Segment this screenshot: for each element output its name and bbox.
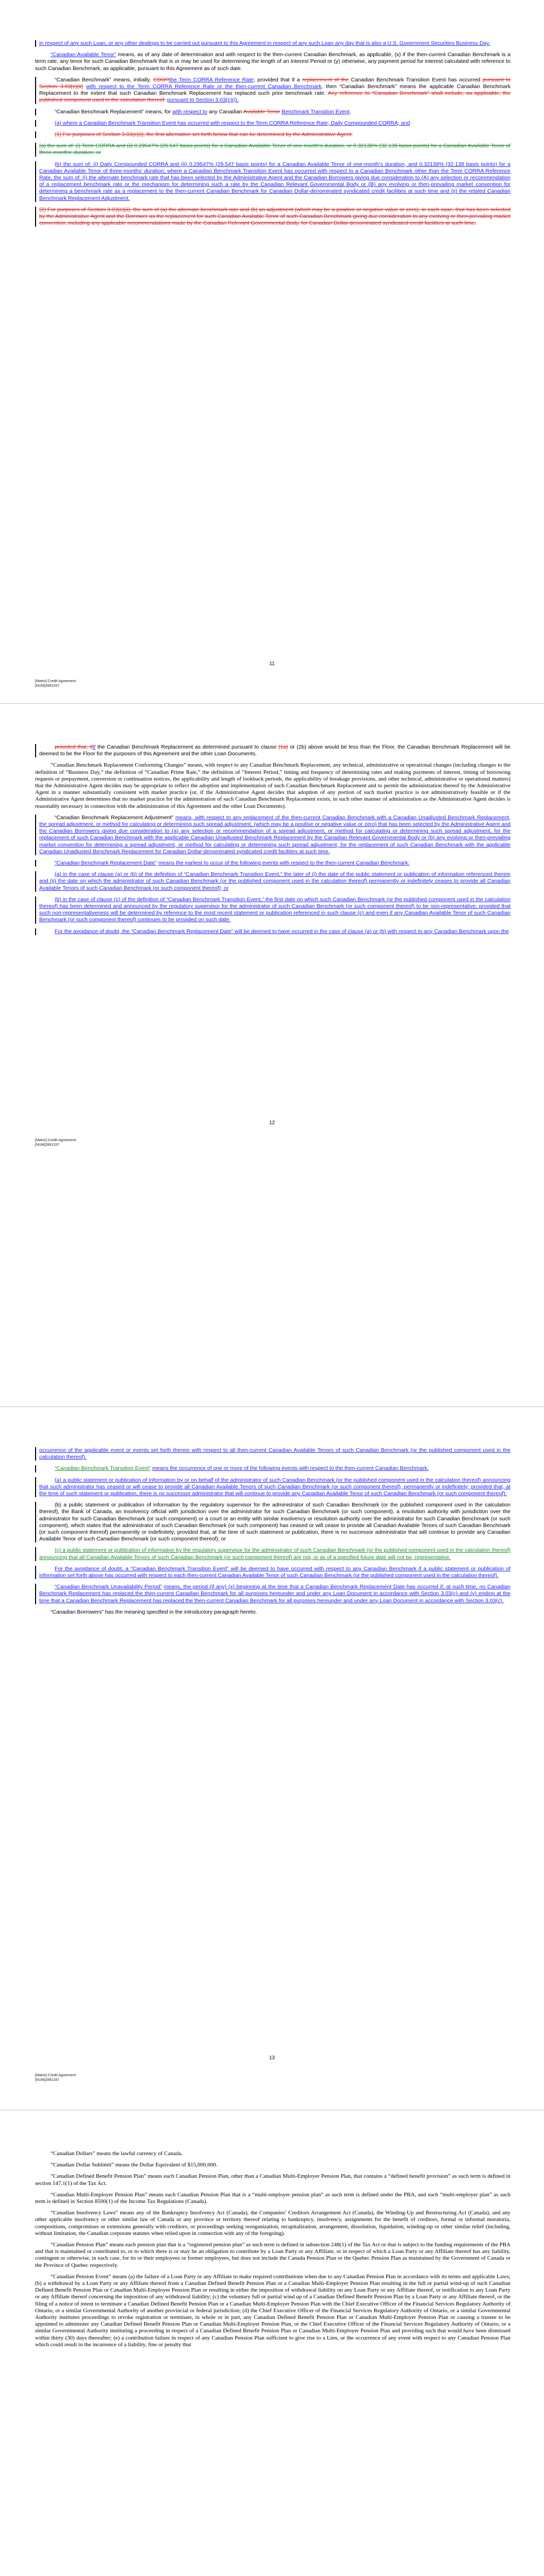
page-footer [35,1138,76,1147]
defined-term: “Canadian Insolvency Laws” [51,2210,118,2216]
definition-text: has the meaning specified in the introductory paragraph hereto. [105,1608,257,1615]
paragraph-text: the Canadian Benchmark Replacement as determined pursuant to clause [97,744,277,750]
page-12-content [35,744,510,940]
defined-term: “Canadian Benchmark” [55,76,111,83]
definition-text: Canadian Benchmark Transition Event has occurred [351,76,481,83]
list-item-text: (b) a public statement or publication of information by the regulatory supervisor for the administrator of such Canadian Benchmark (or the published component used in the calculation thereof), the Bank of Canada, an insolvency official with jurisdiction over the administrator for such Canadian Benchmark (or such component), a resolution authority with jurisdiction over the administrator for such Canadian Benchmark (or such component) or a court or an entity with similar insolvency or resolution authority over the administrator for such Canadian Benchmark (or such component), which states that the administrator of such Canadian Benchmark (or such component) has ceased or will cease to provide all Canadian Available Tenors of such Canadian Benchmark (or such component thereof) permanently or indefinitely; provided that, at the time of such statement or publication, there is no successor administrator that will continue to provide any Canadian Available Tenor of such Canadian Benchmark (or such component thereof); or [39,1502,510,1543]
definition-canadian-borrowers [35,1609,510,1616]
inserted-text: (b) in the case of clause (c) of the definition of “Canadian Benchmark Transition Event,” the first date on which such Canadian Benchmark (or the published component used in the calculation thereof) has been determined and announced by the regulatory supervisor for the administrator of such Canadian Benchmark (or such component thereof) to be non-representative; provided that such non-representativeness will be determined by reference to the most recent statement or publication referenced in such clause (c) and even if any Canadian Available Tenor of such Canadian Benchmark (or such component thereof) continues to be provided on such date. [39,896,510,923]
paragraph [35,744,510,757]
definition-text: means each Canadian Pension Plan that is a “multi-employer pension plan” as such term is defined under the PBA, and each “multi-employer plan” as such term is defined in Section 8500(1) of the Income Tax Regulations (Canada). [35,2191,511,2205]
defined-term: “Canadian Dollars” [51,2150,95,2157]
list-item [35,161,510,202]
inserted-text: Benchmark Transition Event, [282,108,351,115]
list-item [35,1547,510,1561]
inserted-text: (b) the sum of: (i) Daily Compounded CORRA and (ii) 0.29547% (29.547 basis points) for a Canadian Available Tenor of one-month’s duration, and 0.32138% (32.138 basis points) for a Canadian Available Tenor of three-months’ duration; where a Canadian Benchmark Transition Event has occurred with respect to a Canadian Benchmark other than the Term CORRA Reference Rate, the sum of: (i) the alternate benchmark rate that has been selected by the Administrative Agent and the Canadian Borrowers giving due consideration to (A) any selection or recommendation of a replacement benchmark rate or the mechanism for determining such a rate by the Canadian Relevant Governmental Body or (B) any evolving or then-prevailing market convention for determining a benchmark rate as a replacement to the then-current Canadian Benchmark for Canadian Dollar-denominated syndicated credit facilities at such time and (ii) the related Canadian Benchmark Replacement Adjustment. [39,161,510,201]
deleted-text: (1a) [278,744,288,750]
inserted-text: If [92,744,96,750]
definition-replacement-adjustment [35,815,510,855]
list-item [35,1477,510,1498]
document-page-14 [0,2110,544,2576]
defined-term: “Canadian Available Tenor” [51,52,116,58]
inserted-text: means, with respect to any replacement of the then-current Canadian Benchmark with a Canadian Unadjusted Benchmark Replacement, the spread adjustment, or method for calculating or determining such spread adjustment, (which may be a positive or negative value or zero) that has been selected by the Administrative Agent and the Canadian Borrowers giving due consideration to (a) any selection or recommendation of a spread adjustment, or method for calculating or determining such spread adjustment, for the replacement of such Canadian Benchmark with the applicable Canadian Unadjusted Benchmark Replacement by the Canadian Relevant Governmental Body or (b) any evolving or then-prevailing market convention for determining a spread adjustment, or method for calculating or determining such spread adjustment, for the replacement of such Canadian Benchmark with the applicable Canadian Unadjusted Benchmark Replacement for Canadian Dollar-denominated syndicated credit facilities at such time. [39,814,510,855]
inserted-text: (a) where a Canadian Benchmark Transition Event has occurred with respect to the Term CORRA Reference Rate, Daily Compounded CORRA; and [55,120,410,126]
definition-unavailability-period [35,1584,510,1604]
footer-id: [NUM]2891337 [35,2078,60,2082]
definition-text: means each pension plan that is a “registered pension plan” as such term is defined in subsection 248(1) of the Tax Act or that is subject to the funding requirements of the PBA and that is maintained or contributed to, or to which there is or may be an obligation to contribute by a Loan Party or any Affiliate, or in respect of which a Loan Party or any Affiliate thereof has any liability, contingent or otherwise, in each case, for its or their employees or former employees, but does not include the Canada Pension Plan or the Quebec Pension Plan as maintained by the Government of Canada or the Province of Quebec respectively. [35,2242,511,2268]
inserted-text: with respect to [172,108,207,115]
list-item [35,1502,510,1543]
defined-term: “Canadian Pension Event” [51,2273,111,2280]
definition-defined-benefit-pension-plan [35,2173,510,2187]
defined-term: “Canadian Benchmark Transition Event” [55,1465,151,1472]
definition-text: means, with respect to any Canadian Benchmark Replacement, any technical, administrative or operational changes (including changes to the definition of “Business Day,” the definition of “Canadian Prime Rate,” the definition of “Interest Period,” timing and frequency of determining rates and making payments of interest, timing of borrowing requests or prepayment, conversion or continuation notices, the applicability and length of lookback periods, the applicability of breakage provisions, and other technical, administrative or operational matters) that the Administrative Agent decides may be appropriate to reflect the adoption and implementation of such Canadian Benchmark Replacement and to permit the administration thereof by the Administrative Agent in a manner substantially consistent with market practice (or, if the Administrative Agent decides that adoption of any portion of such market practice is not administratively feasible or if the Administrative Agent determines that no market practice for the administration of such Canadian Benchmark Replacement exists, in such other manner of administration as the Administrative Agent decides is reasonably necessary in connection with the administration of this Agreement and the other Loan Documents). [35,762,510,809]
inserted-text: in respect of any such Loan, or any other dealings to be carried out pursuant to this Agreement in respect of any such Loan any day that is also a U.S. Government Securities Business Day. [39,40,490,46]
definition-text: means, as of any date of determination and with respect to the then-current Canadian Benchmark, as applicable, (x) if the then-current Canadian Benchmark is a term rate, any tenor for such Canadian Benchmark that is or may be used for determining the length of an Interest Period or (y) otherwise, any payment period for interest calculated with reference to such Canadian Benchmark, as applicable, pursuant to this Agreement as of such date. [35,52,510,72]
document-page-11 [0,0,544,703]
definition-text: any Canadian [208,108,242,115]
page-footer [35,679,76,688]
deleted-text: replacement of the [302,76,349,83]
inserted-text: means the earliest to occur of the following events with respect to the then-current Canadian Benchmark: [158,860,410,867]
inserted-text: occurrence of the applicable event or events set forth therein with respect to all then-current Canadian Available Tenors of such Canadian Benchmark (or the published component used in the calculation thereof). [39,1447,510,1461]
definition-text: means (a) the failure of a Loan Party or any Affiliate to make required contributions when due to any Canadian Pension Plan in accordance with its terms and applicable Laws; (b) a withdrawal by a Loan Party or any Affiliate thereof from a Canadian Defined Benefit Pension Plan or a Canadian Multi-Employer Pension Plan resulting in the full or partial wind-up of such Canadian Defined Benefit Pension Plan or Canadian Multi-Employer Pension Plan or resulting in either the imposition of withdrawal liability on any Loan Party or any Affiliate thereof, or notification to any Loan Party or any Affiliate thereof concerning the imposition of any withdrawal liability; (c) the voluntary full or partial wind up of a Canadian Defined Benefit Pension Plan by a Loan Party or any Affiliate thereof, or the filing of a notice of intent to terminate a Canadian Defined Benefit Pension Plan or a Canadian Multi-Employer Pension Plan with the Chief Executive Officer of the Financial Services Regulatory Authority of Ontario, or a similar Governmental Authority of another provincial or federal jurisdiction; (d) the Chief Executive Officer of the Financial Services Regulatory Authority of Ontario, or a similar Governmental Authority institutes proceedings to revoke registration or terminate, in whole or in part, any Canadian Defined Benefit Pension Plan or Canadian Multi-Employer Pension Plan or causing a trustee to be appointed to administer any Canadian Defined Benefit Pension Plan or Canadian Multi-Employer Pension Plan, or the Chief Executive Officer of the Financial Services Regulatory Authority of Ontario, or a similar Governmental Authority instituting a proceeding in respect of a Canadian Defined Benefit Pension Plan or Canadian Multi-Employer Pension Plan and providing such that would have been dismissed within thirty (30) days thereafter; (e) a contribution failure in respect of any Canadian Pension Plan sufficient to give rise to a Lien, or the occurrence of any event with respect to any Canadian Pension Plan which could result in the incurrence of a liability, fine or penalty that [35,2273,510,2348]
defined-term: “Canadian Multi-Employer Pension Plan” [51,2191,147,2198]
definition-canadian-dollar-sublimit [35,2162,510,2168]
definition-canadian-benchmark-replacement [35,109,510,115]
list-item [35,871,510,892]
list-item [35,207,510,227]
inserted-text: means the occurrence of one or more of the following events with respect to the then-current Canadian Benchmark: [152,1465,429,1472]
list-item [35,143,510,156]
deleted-text: Available Tenor [243,108,281,115]
footer-title: [Matrix] Credit Agreement [35,680,76,683]
inserted-text: with respect to the Term CORRA Reference Rate or the then-current Canadian Benchmark [86,83,322,90]
definition-canadian-available-tenor [35,52,510,72]
moved-deleted-text: (a) the sum of: (i) Term CORRA and (ii) 0.29547% (29.547 basis points) for a Canadian Available Tenor of one-month’s duration, or 0.32138% (32.138 basis points) for a Canadian Available Tenor of three-months’ duration; or [39,143,510,156]
definition-canadian-benchmark [35,77,510,104]
page-13-content [35,1447,510,1620]
definition-text: means each Canadian Pension Plan, other than a Canadian Multi-Employer Pension Plan, that contains a “defined benefit provision” as such term is defined in section 147.1(1) of the Tax Act. [35,2173,510,2187]
deleted-text: (2) For purposes of Section 3.03(c)(ii), the sum of (a) the alternate benchmark rate and (b) an adjustment (which may be a positive or negative value or zero), in each case, that has been selected by the Administrative Agent and the Borrower as the replacement for such Canadian Available Tenor of such Canadian Benchmark giving due consideration to any evolving or then-prevailing market convention, including any applicable recommendations made by the Canadian Relevant Governmental Body, for Canadian Dollar-denominated syndicated credit facilities at such time; [39,206,510,227]
definition-canadian-dollars [35,2150,510,2157]
paragraph-text: or (2b) above would be less than the Floor, the Canadian Benchmark Replacement will be deemed to be the Floor for the purposes of this Agreement and the other Loan Documents. [39,744,511,757]
document-page-13 [0,1407,544,2110]
definition-text: means the Dollar Equivalent of $15,000,000. [115,2162,218,2168]
inserted-text: (a) in the case of clause (a) or (b) of the definition of “Canadian Benchmark Transition Event,” the later of (i) the date of the public statement or publication of information referenced therein and (ii) the date on which the administrator of such Canadian Benchmark (or the published component used in the calculation thereof) permanently or indefinitely ceases to provide all Canadian Available Tenors of such Canadian Benchmark (or such component thereof); or [39,871,510,891]
defined-term: “Canadian Benchmark Unavailability Period” [55,1584,162,1590]
deleted-text: pursuant to Section 3.03(c)(ii) [39,76,511,90]
defined-term: “Canadian Borrowers” [51,1608,104,1615]
list-item [35,896,510,924]
definition-text: means, initially, [113,76,151,83]
deleted-text: provided that, if [55,744,93,750]
footer-title: [Matrix] Credit Agreement [35,2074,76,2077]
inserted-text: the Term CORRA Reference Rate [169,76,254,83]
defined-term: “Canadian Defined Benefit Pension Plan” [51,2173,146,2180]
inserted-text: For the avoidance of doubt, the “Canadian Benchmark Replacement Date” will be deemed to have occurred in the case of clause (a) or (b) with respect to any Canadian Benchmark upon the [55,928,509,935]
defined-term: “Canadian Pension Plan” [51,2242,108,2248]
inserted-text: pursuant to Section 3.03(c)(i). [167,97,239,104]
page-number: 13 [269,2055,275,2061]
definition-insolvency-laws [35,2210,510,2237]
deleted-text: CDOR [153,76,170,83]
definition-replacement-date [35,860,510,867]
definition-text: means any of the Bankruptcy Insolvency Act (Canada), the Companies’ Creditors Arrangement Act (Canada), the Winding-Up and Restructuring Act (Canada), and any other applicable insolvency or other similar law of Canada or any province or territory thereof relating to bankruptcy, insolvency, assignments for the benefit of creditors, formal or informal moratoria, compositions, compromises or extensions generally with creditors, or proceedings seeking reorganization, recapitalization, arrangement, dissolution, liquidation, winding-up or other similar relief (including, without limitation, the Canadian corporate statutes when relied upon in connection with any of the foregoing). [35,2210,510,2236]
footer-title: [Matrix] Credit Agreement [35,1139,76,1142]
deleted-text: Any reference to “Canadian Benchmark” shall include, as applicable, the published component used in the calculation thereof. [39,90,511,104]
list-item [35,120,510,127]
defined-term: “Canadian Benchmark Replacement Date” [55,860,157,867]
defined-term: “Canadian Benchmark Replacement Adjustment” [55,814,174,821]
definition-text: means the lawful currency of Canada. [96,2150,183,2157]
paragraph [35,1447,510,1461]
definition-multi-employer-pension-plan [35,2192,510,2205]
page-footer [35,2073,76,2082]
page-14-content [35,2150,510,2353]
document-page-12 [0,704,544,1406]
paragraph [35,928,510,935]
footer-id: [NUM]2891337 [35,684,60,688]
paragraph [35,1566,510,1579]
page-number: 11 [269,661,275,667]
page-number: 12 [269,1120,275,1126]
definition-conforming-changes [35,762,510,809]
definition-text: , then “Canadian Benchmark” means the applicable Canadian Benchmark Replacement to the extent that such Canadian Benchmark Replacement has replaced such prior benchmark rate. [39,83,511,97]
definition-text: ; provided that if a [253,76,300,83]
definition-pension-plan [35,2242,510,2269]
list-item [35,131,510,138]
definition-transition-event [35,1465,510,1472]
definition-text: means, for [145,108,171,115]
defined-term: “Canadian Dollar Sublimit” [51,2162,114,2168]
page-11-content [35,40,510,231]
definition-pension-event [35,2274,510,2348]
footer-id: [NUM]2891337 [35,1143,60,1147]
paragraph [35,40,510,47]
deleted-text: (1) For purposes of Section 3.03(c)(i), the first alternative set forth below that can be determined by the Administrative Agent: [55,131,353,138]
inserted-text: means, the period (if any) (x) beginning at the time that a Canadian Benchmark Replacement Date has occurred if, at such time, no Canadian Benchmark Replacement has replaced the then-current Canadian Benchmark for all purposes hereunder and under any Loan Document in accordance with Section 3.03(c) and (y) ending at the time that a Canadian Benchmark Replacement has replaced the then-current Canadian Benchmark for all purposes hereunder and under any Loan Document in accordance with Section 3.03(c). [39,1584,510,1604]
defined-term: “Canadian Benchmark Replacement” [55,108,144,115]
moved-text: (c) a public statement or publication of information by the regulatory supervisor for the administrator of such Canadian Benchmark (or the published component used in the calculation thereof) announcing that all Canadian Available Tenors of such Canadian Benchmark (or such component thereof) are not, or as of a specified future date will not be, representative. [39,1547,510,1561]
inserted-text: (a) a public statement or publication of information by or on behalf of the administrator of such Canadian Benchmark (or the published component used in the calculation thereof) announcing that such administrator has ceased or will cease to provide all Canadian Available Tenors of such Canadian Benchmark (or such component thereof), permanently or indefinitely; provided that, at the time of such statement or publication, there is no successor administrator that will continue to provide any Canadian Available Tenor of such Canadian Benchmark (or such component thereof); [39,1477,510,1497]
defined-term: “Canadian Benchmark Replacement Conforming Changes” [51,762,186,769]
inserted-text: For the avoidance of doubt, a “Canadian Benchmark Transition Event” will be deemed to have occurred with respect to any Canadian Benchmark if a public statement or publication of information set forth above has occurred with respect to each then-current Canadian Available Tenor of such Canadian Benchmark (or the published component used in the calculation thereof). [39,1565,510,1579]
